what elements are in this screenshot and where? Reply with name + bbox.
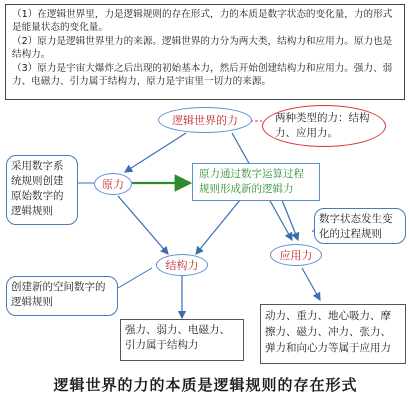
edge-primal-to-structural [118, 196, 168, 254]
note-spatial-rules [6, 276, 118, 316]
node-applied-force-label: 应用力 [279, 249, 313, 262]
node-applied-force [270, 244, 322, 266]
note-digital-rules [6, 155, 78, 225]
note-two-types [262, 105, 386, 147]
structural-force-list [120, 319, 244, 361]
edge-new-to-applied [282, 200, 298, 240]
node-primal-force [94, 173, 132, 195]
note-new-logic-force-text: 原力通过数字运算过程规则形成新的逻辑力 [199, 168, 304, 195]
note-two-types-text: 两种类型的力：结构力、应用力。 [275, 112, 370, 139]
summary-line-1: （1）在逻辑世界里，力是逻辑规则的存在形式，力的本质是数字状态的变化量，力的形式是能量状态的变化量。 [12, 9, 393, 34]
note-state-change [314, 208, 406, 244]
note-digital-rules-text: 采用数字系统规则创建原始数字的逻辑规则 [11, 160, 64, 217]
applied-force-list-text: 动力、重力、地心吸力、摩擦力、磁力、冲力、张力、弹力和向心力等属于应用力 [265, 310, 391, 354]
diagram-caption: 逻辑世界的力的本质是逻辑规则的存在形式 [53, 376, 358, 394]
applied-force-list [260, 304, 406, 364]
structural-force-list-text: 强力、弱力、电磁力、引力属于结构力 [125, 324, 230, 351]
node-logic-force [158, 107, 252, 133]
node-logic-force-label: 逻辑世界的力 [172, 114, 238, 127]
note-state-change-text: 数字状态发生变化的过程规则 [319, 213, 393, 240]
summary-line-3: （3）原力是宇宙大爆炸之后出现的初始基本力，然后开始创建结构力和应用力。强力、弱力、电磁力、引力属于结构力，原力是宇宙里一切力的来源。 [12, 62, 393, 88]
node-structural-force-label: 结构力 [165, 259, 199, 272]
edge-applied-to-list [302, 268, 320, 300]
node-structural-force [156, 254, 208, 276]
summary-line-2: （2）原力是逻辑世界里力的来源。逻辑世界的力分为两大类，结构力和应用力。原力也是结构力。 [12, 35, 393, 61]
pointer-spatial-rules [118, 268, 152, 288]
edge-logic-to-primal [125, 133, 186, 172]
edge-new-to-structural [196, 200, 240, 254]
note-new-logic-force [192, 163, 320, 201]
note-spatial-rules-text: 创建新的空间数字的逻辑规则 [11, 281, 106, 308]
node-primal-force-label: 原力 [102, 178, 124, 191]
